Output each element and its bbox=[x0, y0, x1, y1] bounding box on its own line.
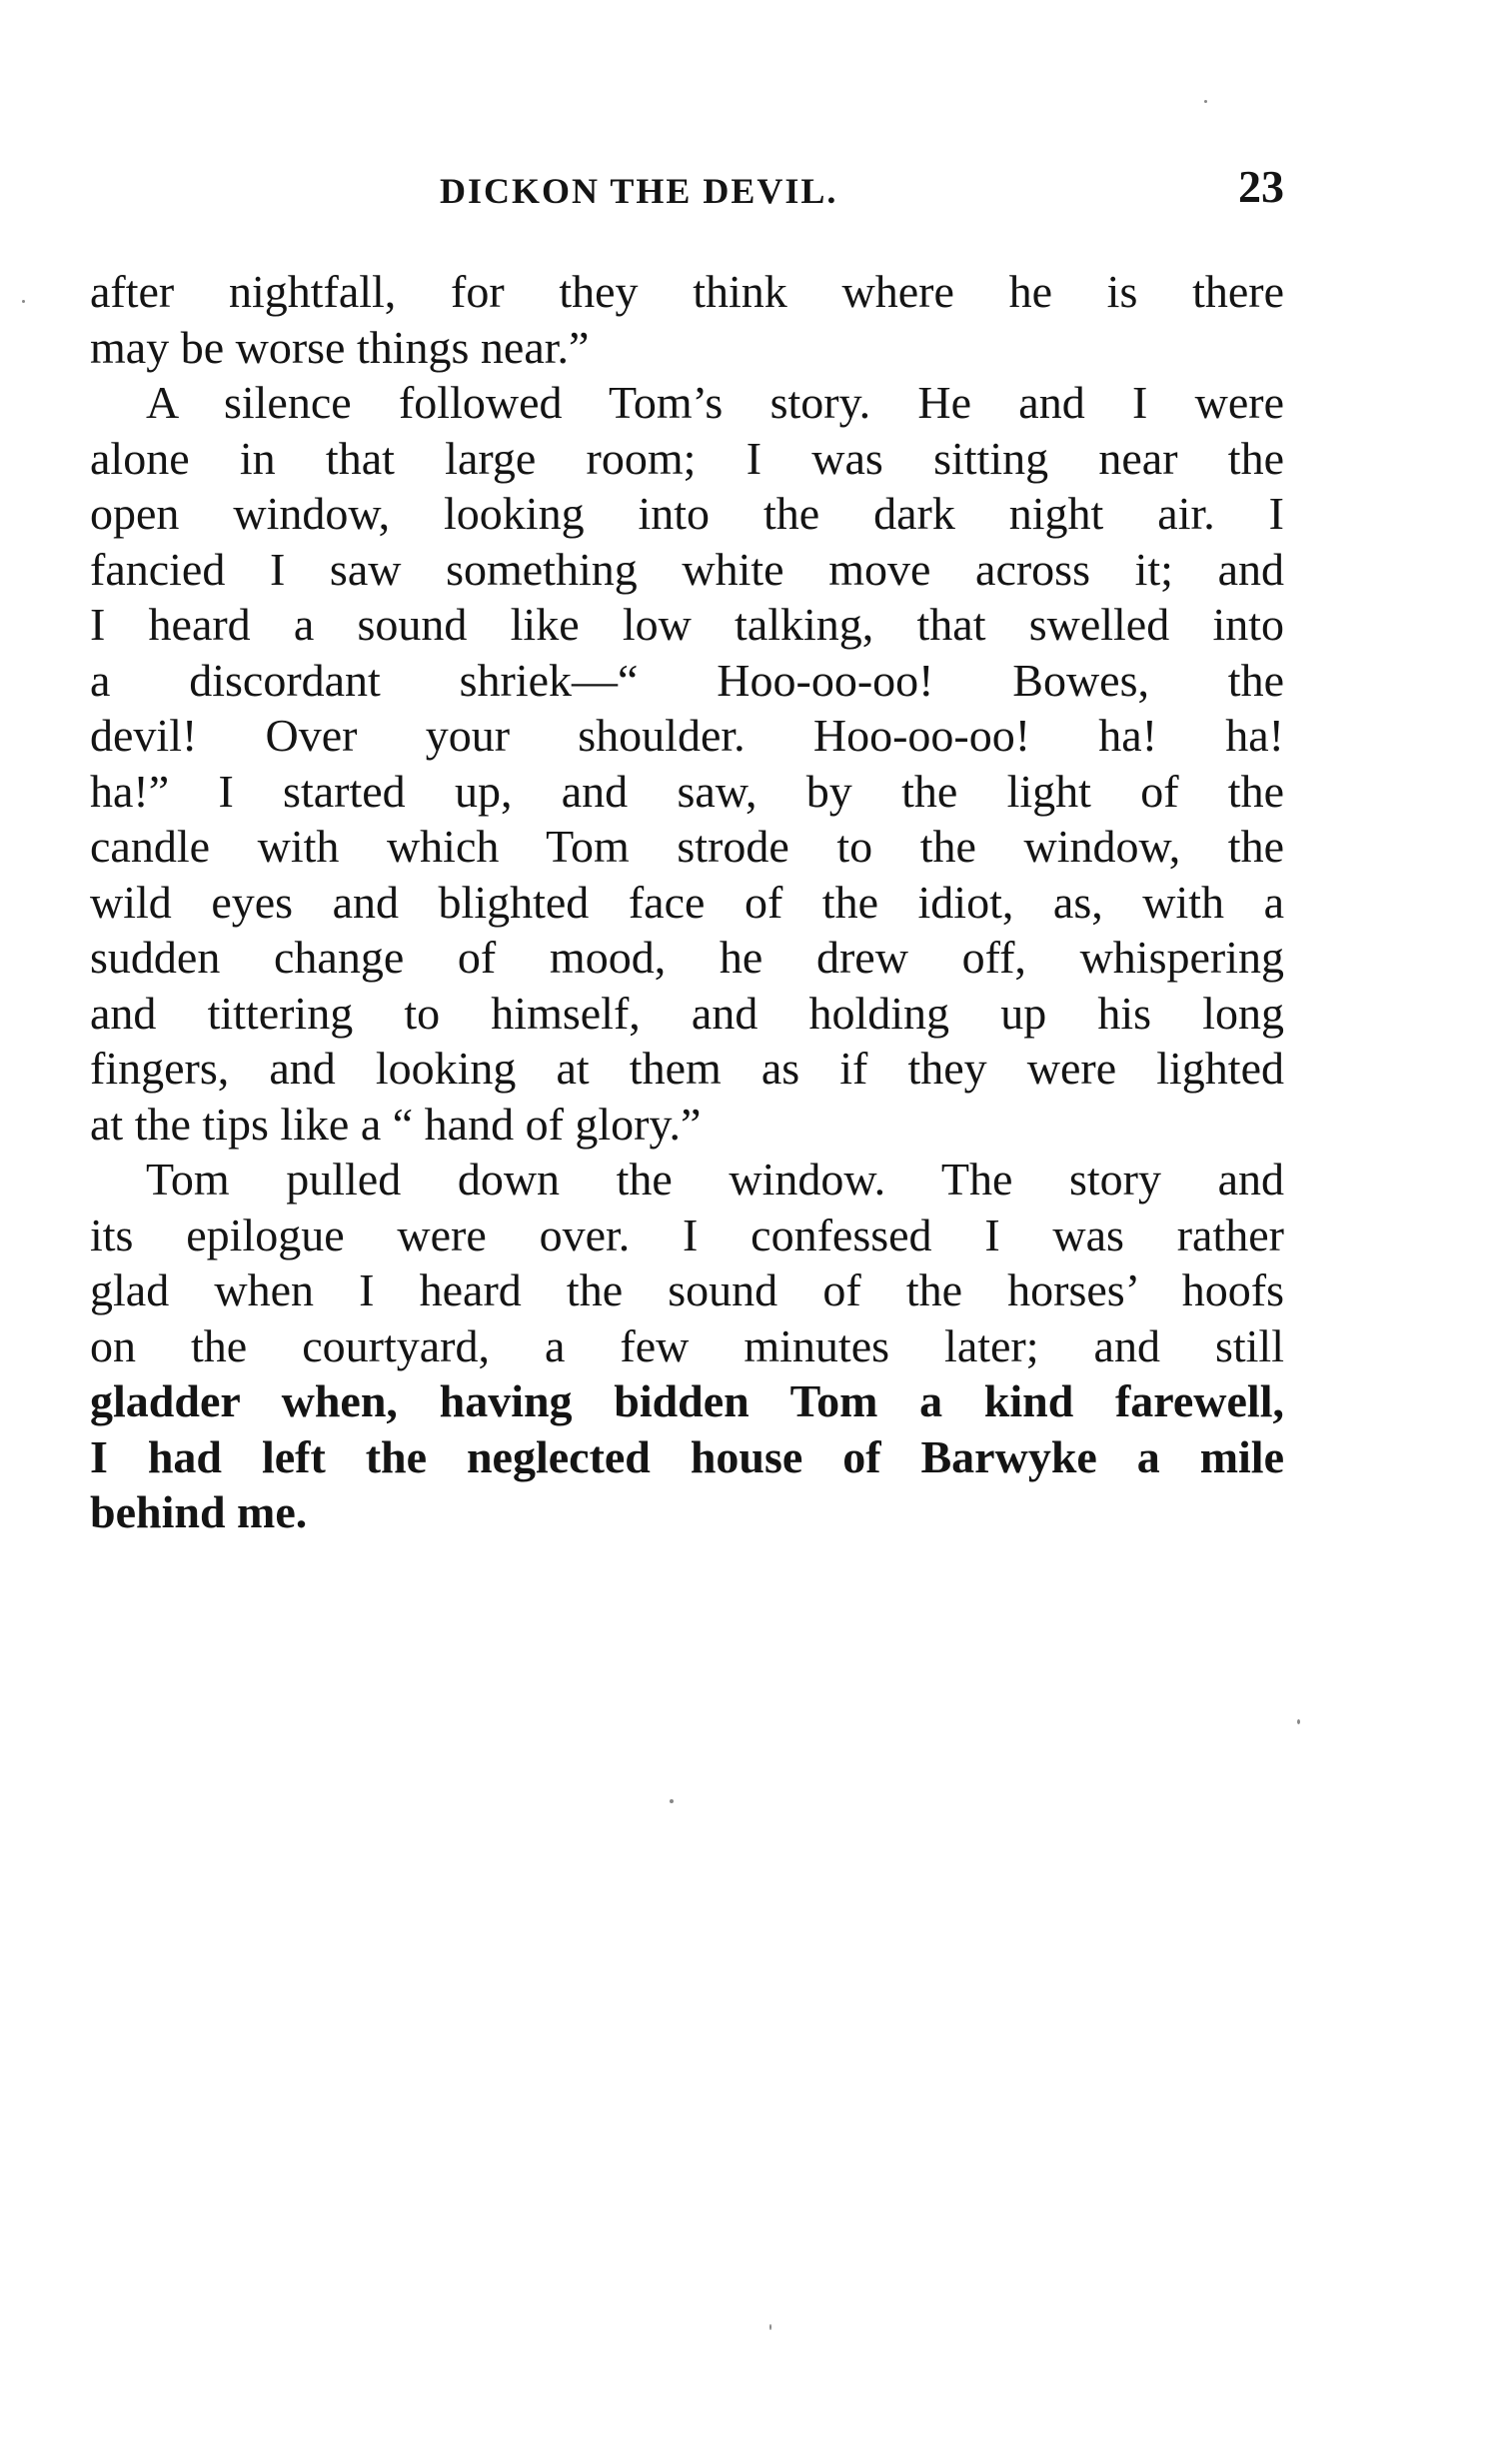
text-line: sudden change of mood, he drew off, whispering bbox=[90, 932, 1284, 983]
text-line: A silence followed Tom’s story. He and I were bbox=[146, 377, 1284, 428]
page-number: 23 bbox=[1238, 161, 1284, 212]
text-line: on the courtyard, a few minutes later; and still bbox=[90, 1319, 1284, 1371]
text-line: fingers, and looking at them as if they were lighted bbox=[90, 1043, 1284, 1094]
text-line: I had left the neglected house of Barwyke a mile bbox=[90, 1430, 1284, 1482]
paper-speck bbox=[769, 2324, 771, 2330]
text-line: and tittering to himself, and holding up his long bbox=[90, 987, 1284, 1039]
text-line: a discordant shriek—“ Hoo-oo-oo! Bowes, the bbox=[90, 654, 1284, 706]
paper-speck bbox=[670, 1799, 674, 1803]
text-line: fancied I saw something white move across it; and bbox=[90, 543, 1284, 595]
paper-speck bbox=[22, 300, 25, 303]
paper-speck bbox=[1204, 100, 1207, 103]
text-line: gladder when, having bidden Tom a kind farewell, bbox=[90, 1375, 1284, 1426]
text-line: glad when I heard the sound of the horses’ hoofs bbox=[90, 1264, 1284, 1315]
text-line: ha!” I started up, and saw, by the light of the bbox=[90, 765, 1284, 817]
text-line: candle with which Tom strode to the window, the bbox=[90, 821, 1284, 872]
text-line: may be worse things near.” bbox=[90, 321, 590, 373]
text-line: alone in that large room; I was sitting near the bbox=[90, 432, 1284, 484]
text-line: wild eyes and blighted face of the idiot, as, with a bbox=[90, 876, 1284, 928]
body-text bbox=[90, 264, 1284, 1540]
paper-speck bbox=[1297, 1719, 1300, 1724]
running-title: DICKON THE DEVIL. bbox=[440, 171, 838, 211]
text-line: after nightfall, for they think where he is there bbox=[90, 266, 1284, 317]
running-head bbox=[90, 160, 1284, 220]
text-line: devil! Over your shoulder. Hoo-oo-oo! ha! ha! bbox=[90, 710, 1284, 761]
text-line: Tom pulled down the window. The story and bbox=[146, 1154, 1284, 1205]
text-line: I heard a sound like low talking, that swelled into bbox=[90, 599, 1284, 650]
text-line: behind me. bbox=[90, 1486, 308, 1537]
text-line: open window, looking into the dark night air. I bbox=[90, 488, 1284, 539]
text-line: its epilogue were over. I confessed I was rather bbox=[90, 1209, 1284, 1260]
text-line: at the tips like a “ hand of glory.” bbox=[90, 1098, 702, 1150]
